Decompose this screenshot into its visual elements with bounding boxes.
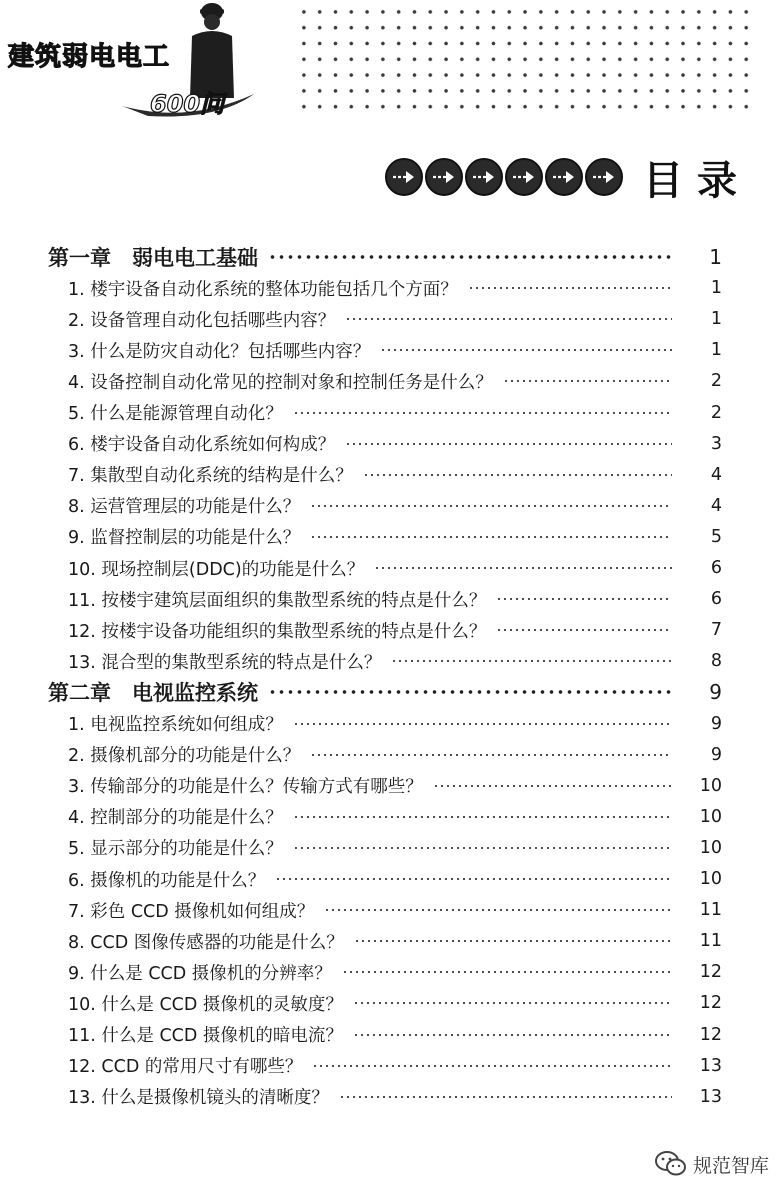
book-brand: [0, 0, 260, 130]
watermark-label: 规范智库: [692, 1154, 769, 1177]
arrow-right-icon: [545, 158, 583, 196]
page-number: 10: [699, 837, 722, 858]
watermark: [655, 1150, 769, 1178]
chapter-title: 第二章 电视监控系统: [48, 681, 258, 706]
page-number: 7: [710, 620, 722, 641]
dot-leader: [268, 690, 672, 694]
dot-leader: [496, 629, 672, 631]
page-number: 11: [699, 931, 722, 952]
toc-item[interactable]: [68, 491, 722, 521]
toc-item-title: 11. 什么是 CCD 摄像机的暗电流？: [68, 1026, 343, 1046]
dot-leader: [339, 1096, 672, 1098]
arrow-icon-group: [385, 158, 625, 196]
dot-leader: [391, 660, 672, 662]
page-number: 10: [699, 869, 722, 889]
page-number: 12: [699, 1024, 722, 1045]
dot-leader: [374, 567, 672, 569]
page-number: 1: [710, 278, 722, 299]
toc-item[interactable]: [68, 1082, 722, 1112]
page-number: 12: [699, 993, 722, 1014]
dot-leader: [353, 1034, 672, 1036]
page-number: 2: [710, 402, 722, 423]
dot-leader: [312, 1065, 672, 1067]
page-number: 10: [699, 775, 722, 796]
chapter-title: 第一章 弱电电工基础: [48, 246, 258, 270]
toc-item[interactable]: [68, 304, 722, 334]
page-number: 13: [699, 1086, 722, 1107]
dot-leader: [345, 443, 672, 445]
toc-item[interactable]: [68, 926, 722, 956]
page-number: 3: [710, 433, 722, 454]
toc-item[interactable]: [68, 833, 722, 863]
toc-item-title: 13. 混合型的集散型系统的特点是什么？: [68, 652, 382, 673]
dot-leader: [268, 255, 672, 259]
page-number: 10: [699, 806, 722, 827]
page-number: 2: [710, 371, 722, 392]
dot-leader: [354, 940, 672, 942]
page-number: 6: [710, 558, 722, 578]
page-number: 13: [699, 1055, 722, 1076]
dot-leader: [503, 380, 672, 382]
toc-item-title: 8. 运营管理层的功能是什么？: [68, 497, 301, 518]
dot-leader: [363, 474, 672, 476]
dot-leader: [310, 505, 672, 507]
toc-item[interactable]: [68, 646, 722, 676]
toc-item-title: 9. 监督控制层的功能是什么？: [68, 528, 301, 549]
toc-item-title: 2. 设备管理自动化包括哪些内容？: [68, 310, 336, 331]
toc-item-title: 10. 什么是 CCD 摄像机的灵敏度？: [68, 994, 343, 1015]
page-number: 12: [699, 962, 722, 983]
page-number: 4: [710, 464, 722, 485]
toc-item-title: 10. 现场控制层(DDC)的功能是什么？: [68, 559, 365, 580]
page-number: 8: [710, 651, 722, 672]
dot-leader: [293, 723, 672, 725]
page-number: 6: [710, 589, 722, 610]
toc-item[interactable]: [68, 335, 722, 365]
toc-item-title: 7. 彩色 CCD 摄像机如何组成？: [68, 901, 315, 922]
page-number: 5: [710, 526, 722, 547]
toc-item[interactable]: [68, 864, 722, 894]
toc-item-title: 11. 按楼宇建筑层面组织的集散型系统的特点是什么？: [68, 590, 487, 611]
arrow-right-icon: [425, 158, 463, 196]
dot-leader: [293, 412, 672, 414]
dot-leader: [468, 287, 672, 289]
toc-item-title: 5. 显示部分的功能是什么？: [68, 839, 283, 860]
toc-item-title: 1. 电视监控系统如何组成？: [68, 715, 283, 735]
page-title: 目录: [643, 157, 751, 204]
toc-item[interactable]: [68, 273, 722, 303]
toc-item[interactable]: [68, 553, 722, 583]
toc-item-title: 13. 什么是摄像机镜头的清晰度？: [68, 1088, 329, 1109]
dot-leader: [324, 909, 672, 911]
toc-item[interactable]: [68, 709, 722, 739]
dot-leader: [293, 847, 672, 849]
dot-leader: [342, 971, 672, 973]
chapter-row[interactable]: [48, 242, 722, 272]
chapter-row[interactable]: [48, 677, 722, 707]
dot-leader: [310, 536, 672, 538]
toc-heading: [385, 152, 751, 202]
page-number: 4: [710, 495, 722, 516]
toc-item-title: 5. 什么是能源管理自动化？: [68, 404, 283, 424]
toc-item[interactable]: [68, 957, 722, 987]
arrow-right-icon: [465, 158, 503, 196]
toc-item-title: 3. 传输部分的功能是什么？传输方式有哪些？: [68, 777, 423, 798]
page-number: 1: [710, 309, 722, 330]
toc-item[interactable]: [68, 740, 722, 770]
toc-item-title: 4. 设备控制自动化常见的控制对象和控制任务是什么？: [68, 372, 493, 393]
dot-leader: [345, 318, 672, 320]
brand-title: 建筑弱电电工: [8, 42, 171, 72]
page-number: 1: [710, 340, 722, 361]
page-number: 9: [710, 744, 722, 765]
page-number: 1: [709, 245, 722, 269]
toc-item[interactable]: [68, 398, 722, 428]
dot-leader: [275, 878, 672, 880]
dot-leader: [310, 754, 672, 756]
toc-item-title: 8. CCD 图像传感器的功能是什么？: [68, 932, 344, 953]
dot-leader: [380, 349, 672, 351]
dot-leader: [353, 1002, 672, 1004]
arrow-right-icon: [385, 158, 423, 196]
toc-item[interactable]: [68, 366, 722, 396]
toc-item[interactable]: [68, 771, 722, 801]
dot-leader: [293, 816, 672, 818]
page-number: 9: [709, 680, 722, 705]
toc-item[interactable]: [68, 1051, 722, 1081]
page-number: 9: [710, 713, 722, 734]
wechat-icon: [655, 1150, 687, 1178]
toc-item-title: 6. 摄像机的功能是什么？: [68, 870, 266, 891]
toc-item[interactable]: [68, 988, 722, 1018]
page-number: 11: [699, 900, 722, 921]
arrow-right-icon: [505, 158, 543, 196]
toc-item-title: 12. CCD 的常用尺寸有哪些？: [68, 1057, 303, 1078]
dot-leader: [433, 785, 672, 787]
toc-item-title: 3. 什么是防灾自动化？包括哪些内容？: [68, 341, 371, 362]
toc-item[interactable]: [68, 584, 722, 614]
toc-item[interactable]: [68, 615, 722, 645]
toc-item-title: 6. 楼宇设备自动化系统如何构成？: [68, 435, 336, 456]
toc-item[interactable]: [68, 1020, 722, 1050]
toc-item[interactable]: [68, 895, 722, 925]
toc-item-title: 12. 按楼宇设备功能组织的集散型系统的特点是什么？: [68, 621, 487, 642]
arrow-right-icon: [585, 158, 623, 196]
toc-item-title: 1. 楼宇设备自动化系统的整体功能包括几个方面？: [68, 279, 458, 300]
toc-item-title: 2. 摄像机部分的功能是什么？: [68, 746, 301, 767]
toc-item-title: 4. 控制部分的功能是什么？: [68, 808, 283, 829]
toc-item-title: 9. 什么是 CCD 摄像机的分辨率？: [68, 963, 332, 984]
toc-item[interactable]: [68, 460, 722, 490]
toc-item[interactable]: [68, 802, 722, 832]
toc-item-title: 7. 集散型自动化系统的结构是什么？: [68, 466, 353, 487]
toc-item[interactable]: [68, 522, 722, 552]
dot-pattern-decoration: [296, 4, 752, 114]
dot-leader: [496, 598, 672, 600]
toc-item[interactable]: [68, 429, 722, 459]
brand-subtitle: 600问: [150, 90, 225, 118]
